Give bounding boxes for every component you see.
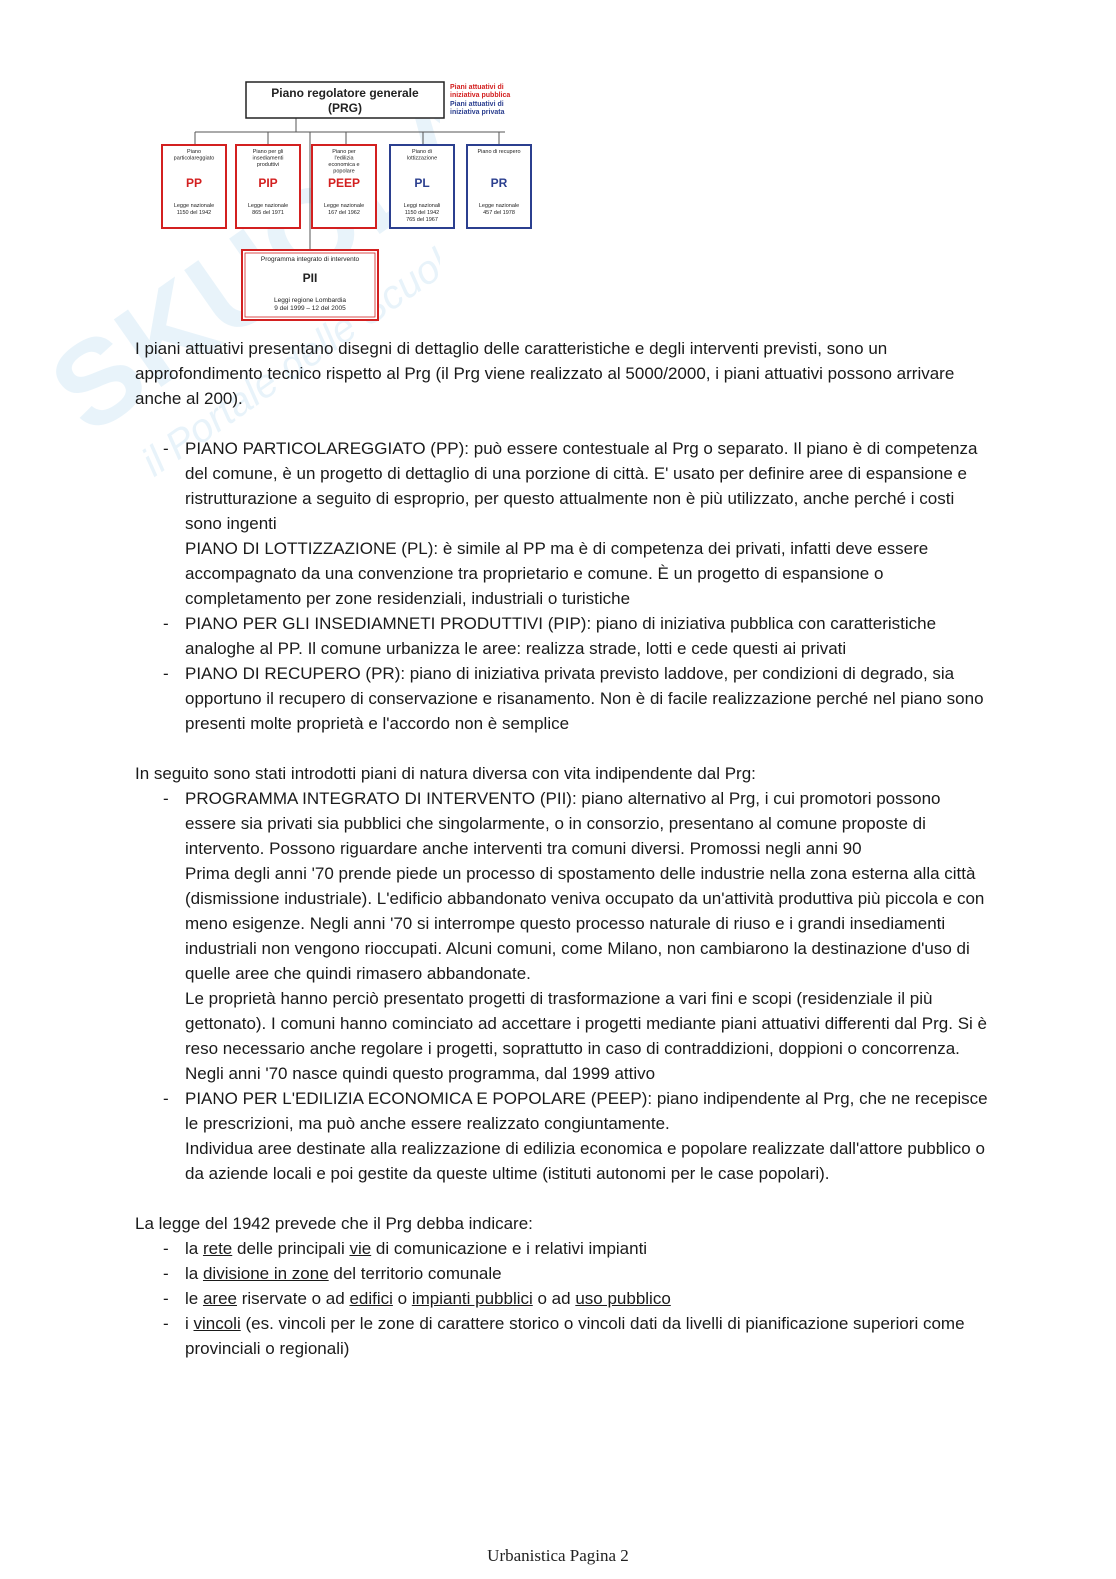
plan-box-title: Piano di	[412, 149, 432, 155]
text-segment: del territorio comunale	[328, 1264, 502, 1283]
plan-list-item	[135, 786, 995, 1086]
prg-title: Piano regolatore generale	[271, 86, 419, 100]
list-item-paragraph: - PIANO PER L'EDILIZIA ECONOMICA E POPOLARE (PEEP): piano indipendente al Prg, che ne recepisce le prescrizioni, ma può anche essere realizzato congiuntamente.	[185, 1089, 988, 1133]
plan-box-pp	[162, 145, 226, 228]
text-segment: riservate o ad	[237, 1289, 350, 1308]
list-item-paragraph: Negli anni '70 nasce quindi questo programma, dal 1999 attivo	[185, 1064, 656, 1083]
plan-box-peep	[312, 145, 376, 228]
document-body	[135, 336, 995, 1361]
list-item-paragraph: Le proprietà hanno perciò presentato progetti di trasformazione a vari fini e scopi (residenziale il più gettonato). I comuni hanno cominciato ad accettare i progetti mediante piani attuativi differenti dal Prg. Si è reso necessario anche regolare i progetti, soprattutto in caso di contraddizioni, doppioni o concorrenza.	[185, 989, 987, 1058]
diagram-legend	[450, 84, 510, 116]
intro-paragraph: I piani attuativi presentano disegni di dettaglio delle caratteristiche e degli interventi previsti, sono un approfondimento tecnico rispetto al Prg (il Prg viene realizzato al 5000/2000, i piani attuativi possono arrivare anche al 200).	[135, 339, 955, 408]
list-item-paragraph: - PIANO PARTICOLAREGGIATO (PP): può essere contestuale al Prg o separato. Il piano è di competenza del comune, è un progetto di dettaglio di una porzione di città. E' usato per definire aree di espansione e ristrutturazione a seguito di esproprio, per questo attualmente non è più utilizzato, anche perché i costi sono ingenti	[185, 439, 978, 533]
plan-list-item	[135, 436, 995, 611]
requirement-list-item	[135, 1286, 995, 1311]
plan-list-item	[135, 661, 995, 736]
plan-box-abbr: PP	[185, 176, 203, 190]
pii-abbr: PII	[302, 271, 318, 285]
plan-box-law: Legge nazionale	[323, 203, 365, 209]
prg-box	[246, 82, 444, 118]
list-item-paragraph: - PROGRAMMA INTEGRATO DI INTERVENTO (PII): piano alternativo al Prg, i cui promotori possono essere sia privati sia pubblici che singolarmente, o in consorzio, presentano al comune proposte di intervento. Possono riguardare anche interventi tra comuni diversi. Promossi negli anni 90	[185, 789, 941, 858]
plan-box-law: 865 del 1971	[252, 210, 284, 216]
plan-box-title: Piano per gli	[252, 149, 284, 155]
text-segment: la	[185, 1239, 203, 1258]
plan-box-law: 1150 del 1942	[176, 210, 212, 216]
plans-diagram	[150, 70, 550, 330]
watermark-tagline: il Portale delle Scuole	[133, 228, 440, 485]
section3-intro: La legge del 1942 prevede che il Prg debba indicare:	[135, 1214, 533, 1233]
plan-boxes	[162, 145, 531, 228]
prg-abbr: (PRG)	[328, 101, 362, 115]
requirement-list-item	[135, 1311, 995, 1361]
plan-box-pip	[236, 145, 300, 228]
section2-intro: In seguito sono stati introdotti piani di natura diversa con vita indipendente dal Prg:	[135, 764, 756, 783]
text-segment: di comunicazione e i relativi impianti	[371, 1239, 648, 1258]
plan-box-title: insediamenti	[252, 155, 284, 162]
text-segment: delle principali	[232, 1239, 350, 1258]
underlined-term: vie	[349, 1239, 372, 1258]
plan-box-law: Legge nazionale	[478, 203, 520, 209]
pii-title: Programma integrato di intervento	[260, 256, 360, 263]
underlined-term: uso pubblico	[575, 1289, 671, 1308]
watermark-brand: SKUOLA	[27, 58, 440, 459]
plan-box-title: particolareggiato	[173, 155, 215, 162]
plan-box-law: Legge nazionale	[247, 203, 289, 209]
underlined-term: aree	[202, 1289, 237, 1308]
plan-box-law: Leggi nazionali	[403, 203, 441, 209]
plan-box-abbr: PEEP	[327, 176, 361, 190]
pii-law-1: Leggi regione Lombardia	[274, 297, 346, 304]
attuativi-list	[135, 436, 995, 736]
text-segment: la	[185, 1264, 203, 1283]
underlined-term: edifici	[349, 1289, 393, 1308]
plan-box-title: popolare	[333, 168, 355, 175]
plan-box-law: Legge nazionale	[173, 203, 215, 209]
pii-box	[242, 250, 378, 320]
list-item-paragraph: Individua aree destinate alla realizzazione di edilizia economica e popolare realizzate dall'attore pubblico o da aziende locali e poi gestite da queste ultime (istituti autonomi per le case popolari).	[185, 1139, 985, 1183]
text-segment: i	[185, 1314, 194, 1333]
text-segment: le	[185, 1289, 203, 1308]
list-item-paragraph: - PIANO PER GLI INSEDIAMNETI PRODUTTIVI (PIP): piano di iniziativa pubblica con caratteristiche analoghe al PP. Il comune urbanizza le aree: realizza strade, lotti e cede questi ai privati	[185, 614, 937, 658]
underlined-term: divisione in zone	[202, 1264, 329, 1283]
prg-requirements-list	[135, 1236, 995, 1361]
plan-box-title: Piano di recupero	[477, 149, 521, 155]
underlined-term: impianti pubblici	[411, 1289, 533, 1308]
legend-private-1: Piani attuativi di	[450, 101, 504, 108]
plan-box-title: l'edilizia	[334, 155, 354, 162]
plan-list-item	[135, 1086, 995, 1186]
plan-box-abbr: PIP	[258, 176, 278, 190]
plan-box-title: Piano	[186, 149, 202, 155]
plan-box-abbr: PL	[414, 176, 430, 190]
plan-box-law: 1150 del 1942	[404, 210, 440, 216]
legend-private-2: iniziativa privata	[450, 109, 505, 116]
requirement-list-item	[135, 1236, 995, 1261]
plan-box-law: 765 del 1967	[406, 217, 438, 223]
text-segment: o	[392, 1289, 412, 1308]
plan-box-title: produttivi	[256, 162, 280, 168]
list-item-paragraph: - PIANO DI RECUPERO (PR): piano di iniziativa privata previsto laddove, per condizioni di degrado, sia opportuno il recupero di conservazione e risanamento. Non è di facile realizzazione perché nel piano sono presenti molte proprietà e l'accordo non è semplice	[185, 664, 984, 733]
pii-law-2: 9 del 1999 – 12 del 2005	[274, 305, 346, 312]
requirement-list-item	[135, 1261, 995, 1286]
plan-box-title: lottizzazione	[406, 155, 438, 162]
independent-plans-list	[135, 786, 995, 1186]
plan-box-law: 167 del 1962	[328, 210, 360, 216]
plan-box-law: 457 del 1978	[483, 210, 515, 216]
plan-box-title: Piano per	[332, 149, 356, 155]
plan-box-pl	[390, 145, 454, 228]
text-segment: (es. vincoli per le zone di carattere storico o vincoli dati da livelli di pianificazione superiori come provinciali o regionali)	[185, 1314, 965, 1358]
legend-public-2: iniziativa pubblica	[450, 92, 511, 99]
legend-public-1: Piani attuativi di	[450, 84, 504, 91]
underlined-term: vincoli	[193, 1314, 241, 1333]
plan-list-item	[135, 611, 995, 661]
underlined-term: rete	[202, 1239, 233, 1258]
text-segment: o ad	[532, 1289, 576, 1308]
plan-box-title: economica e	[328, 162, 360, 168]
list-item-paragraph: PIANO DI LOTTIZZAZIONE (PL): è simile al PP ma è di competenza dei privati, infatti deve essere accompagnato da una convenzione tra proprietario e comune. È un progetto di espansione o completamento per zone residenziali, industriali o turistiche	[185, 539, 929, 608]
list-item-paragraph: Prima degli anni '70 prende piede un processo di spostamento delle industrie nella zona esterna alla città (dismissione industriale). L'edificio abbandonato veniva occupato da un'attività produttiva più piccola e con meno esigenze. Negli anni '70 si interrompe questo processo naturale di riuso e i grandi insediamenti industriali non vengono rioccupati. Alcuni comuni, come Milano, non cambiarono la destinazione d'uso di quelle aree che quindi rimasero abbandonate.	[185, 864, 985, 983]
plan-box-abbr: PR	[490, 176, 508, 190]
plan-box-pr	[467, 145, 531, 228]
page-footer: Urbanistica Pagina 2	[487, 1546, 629, 1565]
